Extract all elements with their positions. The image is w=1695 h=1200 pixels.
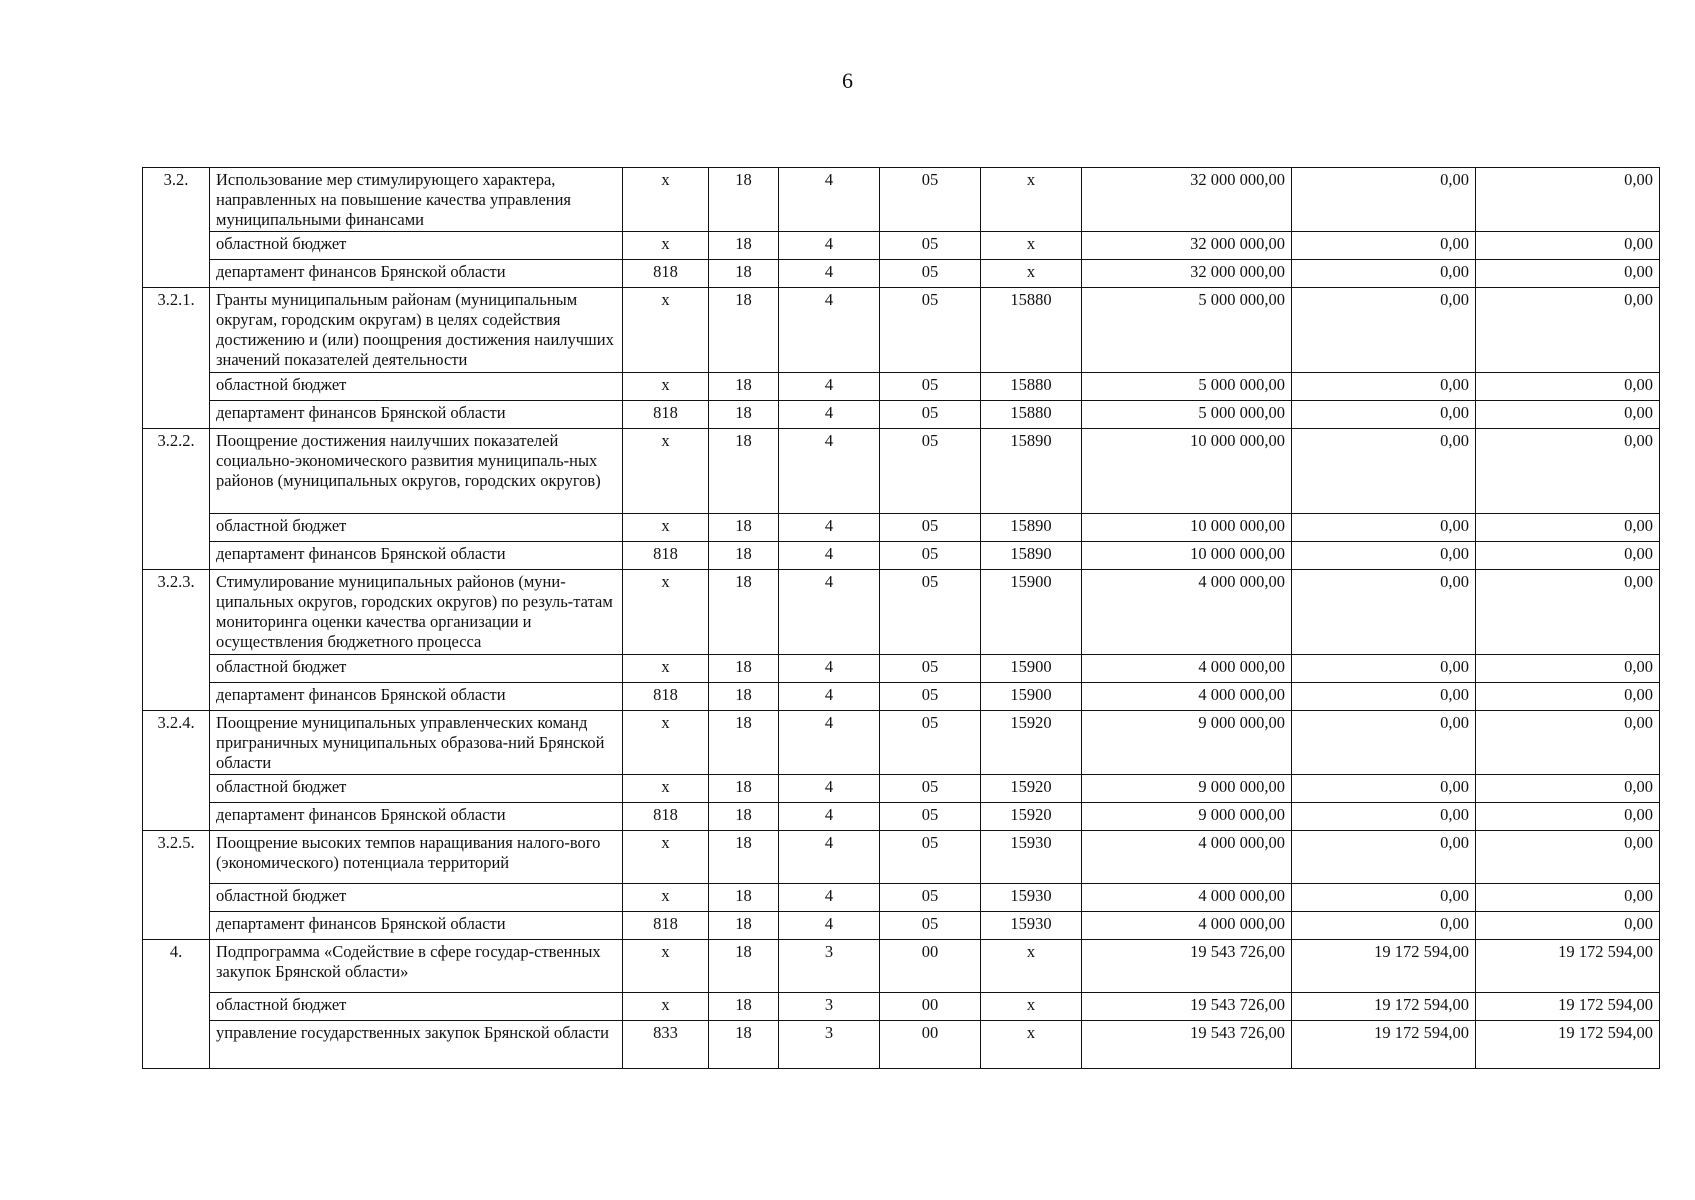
- measure-code-cell: 05: [880, 514, 981, 542]
- item-title-cell: Гранты муниципальным районам (муниципальным округам, городским округам) в целях содействия достижению и (или) поощрения достижения наилучших значений показателей деятельности: [210, 288, 623, 373]
- amount-year1-cell: 32 000 000,00: [1082, 232, 1292, 260]
- measure-code-cell: 05: [880, 711, 981, 775]
- grbs-code-cell: 833: [623, 1021, 709, 1069]
- table-row: [143, 260, 1660, 288]
- gp-code-cell: 18: [709, 288, 779, 373]
- measure-code-cell: 05: [880, 655, 981, 683]
- measure-code-cell: 05: [880, 775, 981, 803]
- measure-code-cell: 05: [880, 373, 981, 401]
- amount-year1-cell: 19 543 726,00: [1082, 993, 1292, 1021]
- administrator-cell: департамент финансов Брянской области: [210, 683, 623, 711]
- row-number-cell: 3.2.4.: [143, 711, 210, 831]
- amount-year2-cell: 0,00: [1292, 429, 1476, 514]
- funding-source-cell: областной бюджет: [210, 232, 623, 260]
- amount-year3-cell: 0,00: [1476, 884, 1660, 912]
- measure-code-cell: 05: [880, 884, 981, 912]
- measure-code-cell: 05: [880, 168, 981, 232]
- amount-year2-cell: 0,00: [1292, 655, 1476, 683]
- direction-code-cell: 15920: [981, 711, 1082, 775]
- table-row: [143, 168, 1660, 232]
- amount-year2-cell: 19 172 594,00: [1292, 1021, 1476, 1069]
- amount-year1-cell: 32 000 000,00: [1082, 168, 1292, 232]
- table-row: [143, 775, 1660, 803]
- direction-code-cell: x: [981, 232, 1082, 260]
- grbs-code-cell: 818: [623, 912, 709, 940]
- gp-code-cell: 18: [709, 940, 779, 993]
- amount-year1-cell: 5 000 000,00: [1082, 401, 1292, 429]
- grbs-code-cell: 818: [623, 401, 709, 429]
- funding-source-cell: областной бюджет: [210, 514, 623, 542]
- direction-code-cell: 15930: [981, 831, 1082, 884]
- gp-code-cell: 18: [709, 1021, 779, 1069]
- amount-year2-cell: 0,00: [1292, 683, 1476, 711]
- grbs-code-cell: 818: [623, 542, 709, 570]
- amount-year2-cell: 0,00: [1292, 803, 1476, 831]
- direction-code-cell: 15920: [981, 775, 1082, 803]
- grbs-code-cell: x: [623, 775, 709, 803]
- subprogram-code-cell: 4: [779, 683, 880, 711]
- amount-year1-cell: 9 000 000,00: [1082, 711, 1292, 775]
- subprogram-code-cell: 4: [779, 429, 880, 514]
- table-row: [143, 831, 1660, 884]
- gp-code-cell: 18: [709, 429, 779, 514]
- subprogram-code-cell: 4: [779, 912, 880, 940]
- amount-year3-cell: 19 172 594,00: [1476, 1021, 1660, 1069]
- gp-code-cell: 18: [709, 803, 779, 831]
- subprogram-code-cell: 3: [779, 993, 880, 1021]
- direction-code-cell: x: [981, 168, 1082, 232]
- grbs-code-cell: x: [623, 570, 709, 655]
- grbs-code-cell: x: [623, 429, 709, 514]
- direction-code-cell: 15930: [981, 884, 1082, 912]
- table-row: [143, 993, 1660, 1021]
- table-row: [143, 542, 1660, 570]
- grbs-code-cell: x: [623, 373, 709, 401]
- measure-code-cell: 00: [880, 993, 981, 1021]
- table-row: [143, 912, 1660, 940]
- table-row: [143, 232, 1660, 260]
- measure-code-cell: 00: [880, 1021, 981, 1069]
- gp-code-cell: 18: [709, 542, 779, 570]
- amount-year1-cell: 19 543 726,00: [1082, 940, 1292, 993]
- amount-year2-cell: 0,00: [1292, 260, 1476, 288]
- amount-year3-cell: 0,00: [1476, 429, 1660, 514]
- funding-source-cell: областной бюджет: [210, 884, 623, 912]
- gp-code-cell: 18: [709, 570, 779, 655]
- measure-code-cell: 05: [880, 831, 981, 884]
- direction-code-cell: 15890: [981, 429, 1082, 514]
- grbs-code-cell: x: [623, 884, 709, 912]
- table-row: [143, 803, 1660, 831]
- administrator-cell: департамент финансов Брянской области: [210, 912, 623, 940]
- amount-year1-cell: 32 000 000,00: [1082, 260, 1292, 288]
- table-row: [143, 514, 1660, 542]
- amount-year1-cell: 10 000 000,00: [1082, 514, 1292, 542]
- amount-year1-cell: 9 000 000,00: [1082, 803, 1292, 831]
- direction-code-cell: x: [981, 993, 1082, 1021]
- grbs-code-cell: x: [623, 655, 709, 683]
- direction-code-cell: 15900: [981, 655, 1082, 683]
- direction-code-cell: 15900: [981, 570, 1082, 655]
- amount-year2-cell: 19 172 594,00: [1292, 940, 1476, 993]
- amount-year3-cell: 0,00: [1476, 260, 1660, 288]
- subprogram-code-cell: 3: [779, 1021, 880, 1069]
- table-row: [143, 288, 1660, 373]
- amount-year3-cell: 0,00: [1476, 831, 1660, 884]
- table-row: [143, 373, 1660, 401]
- direction-code-cell: x: [981, 260, 1082, 288]
- row-number-cell: 3.2.5.: [143, 831, 210, 940]
- item-title-cell: Стимулирование муниципальных районов (муни-ципальных округов, городских округов) по резуль-татам мониторинга оценки качества организации и осуществления бюджетного процесса: [210, 570, 623, 655]
- table-row: [143, 711, 1660, 775]
- row-number-cell: 3.2.2.: [143, 429, 210, 570]
- table-row: [143, 1021, 1660, 1069]
- grbs-code-cell: x: [623, 232, 709, 260]
- subprogram-code-cell: 4: [779, 655, 880, 683]
- amount-year3-cell: 19 172 594,00: [1476, 940, 1660, 993]
- amount-year3-cell: 0,00: [1476, 401, 1660, 429]
- amount-year3-cell: 0,00: [1476, 683, 1660, 711]
- amount-year2-cell: 0,00: [1292, 711, 1476, 775]
- measure-code-cell: 00: [880, 940, 981, 993]
- amount-year1-cell: 10 000 000,00: [1082, 429, 1292, 514]
- amount-year3-cell: 0,00: [1476, 168, 1660, 232]
- amount-year2-cell: 0,00: [1292, 514, 1476, 542]
- gp-code-cell: 18: [709, 683, 779, 711]
- grbs-code-cell: 818: [623, 683, 709, 711]
- amount-year2-cell: 0,00: [1292, 168, 1476, 232]
- direction-code-cell: 15880: [981, 373, 1082, 401]
- amount-year1-cell: 4 000 000,00: [1082, 683, 1292, 711]
- table-row: [143, 940, 1660, 993]
- subprogram-code-cell: 4: [779, 514, 880, 542]
- gp-code-cell: 18: [709, 912, 779, 940]
- item-title-cell: Поощрение муниципальных управленческих команд приграничных муниципальных образова-ний Брянской области: [210, 711, 623, 775]
- amount-year2-cell: 0,00: [1292, 288, 1476, 373]
- gp-code-cell: 18: [709, 168, 779, 232]
- measure-code-cell: 05: [880, 288, 981, 373]
- subprogram-code-cell: 3: [779, 940, 880, 993]
- direction-code-cell: x: [981, 940, 1082, 993]
- amount-year1-cell: 4 000 000,00: [1082, 912, 1292, 940]
- amount-year3-cell: 0,00: [1476, 655, 1660, 683]
- gp-code-cell: 18: [709, 373, 779, 401]
- grbs-code-cell: x: [623, 711, 709, 775]
- amount-year1-cell: 19 543 726,00: [1082, 1021, 1292, 1069]
- administrator-cell: управление государственных закупок Брянской области: [210, 1021, 623, 1069]
- amount-year2-cell: 19 172 594,00: [1292, 993, 1476, 1021]
- amount-year3-cell: 0,00: [1476, 514, 1660, 542]
- amount-year1-cell: 4 000 000,00: [1082, 655, 1292, 683]
- subprogram-code-cell: 4: [779, 831, 880, 884]
- measure-code-cell: 05: [880, 570, 981, 655]
- amount-year2-cell: 0,00: [1292, 401, 1476, 429]
- administrator-cell: департамент финансов Брянской области: [210, 260, 623, 288]
- table-row: [143, 429, 1660, 514]
- amount-year1-cell: 9 000 000,00: [1082, 775, 1292, 803]
- subprogram-code-cell: 4: [779, 373, 880, 401]
- funding-source-cell: областной бюджет: [210, 993, 623, 1021]
- item-title-cell: Использование мер стимулирующего характера, направленных на повышение качества управления муниципальными финансами: [210, 168, 623, 232]
- subprogram-code-cell: 4: [779, 775, 880, 803]
- row-number-cell: 3.2.1.: [143, 288, 210, 429]
- row-number-cell: 3.2.3.: [143, 570, 210, 711]
- amount-year3-cell: 0,00: [1476, 232, 1660, 260]
- amount-year2-cell: 0,00: [1292, 912, 1476, 940]
- subprogram-code-cell: 4: [779, 884, 880, 912]
- subprogram-code-cell: 4: [779, 542, 880, 570]
- subprogram-code-cell: 4: [779, 288, 880, 373]
- measure-code-cell: 05: [880, 683, 981, 711]
- amount-year1-cell: 4 000 000,00: [1082, 884, 1292, 912]
- table-row: [143, 570, 1660, 655]
- grbs-code-cell: 818: [623, 260, 709, 288]
- item-title-cell: Поощрение высоких темпов наращивания налого-вого (экономического) потенциала территорий: [210, 831, 623, 884]
- funding-source-cell: областной бюджет: [210, 655, 623, 683]
- subprogram-code-cell: 4: [779, 168, 880, 232]
- table-row: [143, 683, 1660, 711]
- gp-code-cell: 18: [709, 401, 779, 429]
- gp-code-cell: 18: [709, 775, 779, 803]
- measure-code-cell: 05: [880, 542, 981, 570]
- amount-year2-cell: 0,00: [1292, 775, 1476, 803]
- grbs-code-cell: x: [623, 831, 709, 884]
- grbs-code-cell: x: [623, 288, 709, 373]
- amount-year1-cell: 4 000 000,00: [1082, 570, 1292, 655]
- direction-code-cell: 15920: [981, 803, 1082, 831]
- amount-year3-cell: 0,00: [1476, 803, 1660, 831]
- gp-code-cell: 18: [709, 655, 779, 683]
- direction-code-cell: 15930: [981, 912, 1082, 940]
- amount-year2-cell: 0,00: [1292, 232, 1476, 260]
- subprogram-code-cell: 4: [779, 232, 880, 260]
- grbs-code-cell: x: [623, 993, 709, 1021]
- funding-source-cell: областной бюджет: [210, 775, 623, 803]
- amount-year2-cell: 0,00: [1292, 542, 1476, 570]
- table-body: [143, 168, 1660, 1069]
- funding-source-cell: областной бюджет: [210, 373, 623, 401]
- table-row: [143, 655, 1660, 683]
- administrator-cell: департамент финансов Брянской области: [210, 542, 623, 570]
- amount-year3-cell: 0,00: [1476, 373, 1660, 401]
- subprogram-code-cell: 4: [779, 570, 880, 655]
- measure-code-cell: 05: [880, 912, 981, 940]
- gp-code-cell: 18: [709, 993, 779, 1021]
- direction-code-cell: 15900: [981, 683, 1082, 711]
- gp-code-cell: 18: [709, 232, 779, 260]
- row-number-cell: 4.: [143, 940, 210, 1069]
- direction-code-cell: x: [981, 1021, 1082, 1069]
- administrator-cell: департамент финансов Брянской области: [210, 803, 623, 831]
- amount-year3-cell: 0,00: [1476, 288, 1660, 373]
- direction-code-cell: 15890: [981, 542, 1082, 570]
- measure-code-cell: 05: [880, 401, 981, 429]
- subprogram-code-cell: 4: [779, 260, 880, 288]
- measure-code-cell: 05: [880, 232, 981, 260]
- amount-year3-cell: 0,00: [1476, 570, 1660, 655]
- row-number-cell: 3.2.: [143, 168, 210, 288]
- budget-table: [142, 167, 1660, 1069]
- gp-code-cell: 18: [709, 514, 779, 542]
- measure-code-cell: 05: [880, 429, 981, 514]
- subprogram-code-cell: 4: [779, 401, 880, 429]
- direction-code-cell: 15890: [981, 514, 1082, 542]
- direction-code-cell: 15880: [981, 288, 1082, 373]
- table-row: [143, 401, 1660, 429]
- grbs-code-cell: x: [623, 168, 709, 232]
- gp-code-cell: 18: [709, 260, 779, 288]
- grbs-code-cell: x: [623, 514, 709, 542]
- administrator-cell: департамент финансов Брянской области: [210, 401, 623, 429]
- amount-year3-cell: 0,00: [1476, 542, 1660, 570]
- item-title-cell: Подпрограмма «Содействие в сфере государ-ственных закупок Брянской области»: [210, 940, 623, 993]
- direction-code-cell: 15880: [981, 401, 1082, 429]
- amount-year1-cell: 10 000 000,00: [1082, 542, 1292, 570]
- amount-year2-cell: 0,00: [1292, 831, 1476, 884]
- amount-year2-cell: 0,00: [1292, 570, 1476, 655]
- subprogram-code-cell: 4: [779, 711, 880, 775]
- grbs-code-cell: 818: [623, 803, 709, 831]
- measure-code-cell: 05: [880, 260, 981, 288]
- item-title-cell: Поощрение достижения наилучших показателей социально-экономического развития муниципаль-ных районов (муниципальных округов, городских округов): [210, 429, 623, 514]
- amount-year3-cell: 19 172 594,00: [1476, 993, 1660, 1021]
- amount-year1-cell: 4 000 000,00: [1082, 831, 1292, 884]
- amount-year2-cell: 0,00: [1292, 884, 1476, 912]
- grbs-code-cell: x: [623, 940, 709, 993]
- amount-year1-cell: 5 000 000,00: [1082, 288, 1292, 373]
- amount-year3-cell: 0,00: [1476, 775, 1660, 803]
- gp-code-cell: 18: [709, 884, 779, 912]
- gp-code-cell: 18: [709, 711, 779, 775]
- measure-code-cell: 05: [880, 803, 981, 831]
- table-row: [143, 884, 1660, 912]
- amount-year1-cell: 5 000 000,00: [1082, 373, 1292, 401]
- gp-code-cell: 18: [709, 831, 779, 884]
- page-number: 6: [842, 68, 853, 93]
- amount-year3-cell: 0,00: [1476, 912, 1660, 940]
- amount-year3-cell: 0,00: [1476, 711, 1660, 775]
- subprogram-code-cell: 4: [779, 803, 880, 831]
- amount-year2-cell: 0,00: [1292, 373, 1476, 401]
